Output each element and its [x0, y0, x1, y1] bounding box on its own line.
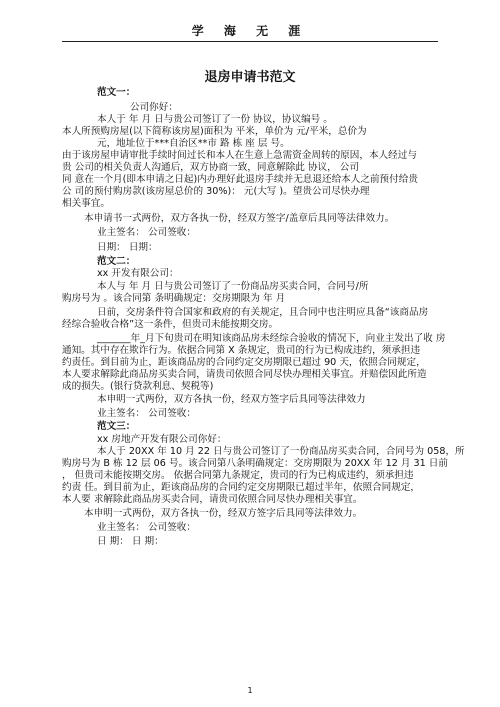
body-text-line: xx 开发有限公司： [97, 268, 179, 279]
section-heading: 范文一： [97, 87, 136, 98]
body-text-line: 本人于 20XX 年 10 月 22 日与贵公司签订了一份商品房买卖合同，合同号为 058，所 [97, 446, 465, 457]
body-text-line: 日 期： 日 期： [97, 536, 164, 547]
body-text-line: 购房号为 。该合同第 条明确规定：交房期限为 年 月 [62, 293, 286, 304]
body-text-line: 本人与 年 月 日与贵公司签订了一份商品房买卖合同，合同号/所 [97, 281, 369, 292]
body-text-line: 购房号为 B 栋 12 层 06 号。该合同第八条明确规定：交房期限为 20XX 年 12 月 31 日前 [62, 458, 448, 469]
body-text-line: 同 意在一个月(即本申请之日起)内办理好此退房手续并无息退还给本人之前预付给贵 [62, 174, 418, 185]
body-text-line: 本人于 年 月 日与贵公司签订了一份 协议，协议编号 。 [97, 114, 333, 125]
body-text-line: 业主签名： 公司签收： [97, 522, 196, 533]
page-number: 1 [247, 686, 253, 695]
body-text-line: 通知。其中存在欺诈行为。依据合同第 X 条规定，贵司的行为已构成违约，须承担违 [62, 345, 421, 356]
body-text-line: 日期： 日期： [97, 242, 158, 253]
body-text-line: 业主签名： 公司签收： [97, 227, 196, 238]
body-text-line: xx 房地产开发有限公司你好： [97, 434, 227, 445]
body-text-line: 约责任。到目前为止，距该商品房的合同约定交房期限已超过 90 天，依照合同规定， [62, 357, 426, 368]
document-title: 退房申请书范文 [204, 70, 296, 85]
body-text-line: 本人要 求解除此商品房买卖合同，请贵司依照合同尽快办理相关事宜。 [62, 494, 363, 505]
body-text-line: 公 司的预付购房款(该房屋总价的 30%)： 元(大写 )。望贵公司尽快办理 [62, 186, 370, 197]
body-text-line: ， 但贵司未能按期交房。 依据合同第九条规定，贵司的行为已构成违约，须承担违 [62, 470, 414, 481]
body-text-line: 本人所预购房屋(以下简称该房屋)面积为 平米，单价为 元/平米，总价为 [62, 126, 367, 137]
body-text-line: _______年_月下旬贵司在明知该商品房未经综合验收的情况下，向业主发出了收 房 [97, 333, 446, 344]
body-text-line: 公司你好： [130, 102, 178, 113]
section-heading: 范文三： [97, 421, 136, 432]
body-text-line: 由于该房屋申请审批手续时间过长和本人在生意上急需资金周转的原因，本人经过与 [62, 150, 417, 161]
body-text-line: 本申明一式两份，双方各执一份，经双方签字后具同等法律效力 [97, 394, 366, 405]
body-text-line: 业主签名： 公司签收： [97, 408, 196, 419]
body-text-line: 经综合验收合格”这一条件，但贵司未能按期交房。 [62, 319, 279, 330]
body-text-line: 日前，交房条件符合国家和政府的有关规定，且合同中也注明应具备“该商品房 [97, 307, 429, 318]
body-text-line: 本人要求解除此商品房买卖合同，请贵司依照合同尽快办理相关事宜。并赔偿因此所造 [62, 369, 427, 380]
body-text-line: 成的损失。(银行贷款利息、契税等) [62, 381, 214, 392]
body-text-line: 约责 任。到目前为止，距该商品房的合同约定交房期限已超过半年，依照合同规定， [62, 482, 421, 493]
section-heading: 范文二： [97, 256, 136, 267]
body-text-line: 相关事宜。 [62, 198, 110, 209]
body-text-line: 本申请书一式两份，双方各执一份，经双方签字/盖章后具同等法律效力。 [84, 213, 395, 224]
header-school-name: 学 海 无 涯 [191, 24, 309, 38]
body-text-line: 贵 公司的相关负责人沟通后，双方协商一致，同意解除此 协议， 公司 [62, 162, 359, 173]
header-rule [62, 41, 438, 42]
body-text-line: 本申明一式两份，双方各执一份，经双方签字后具同等法律效力。 [84, 508, 363, 519]
body-text-line: 元，地址位于***自治区**市 路 栋 座 层 号。 [97, 138, 290, 149]
